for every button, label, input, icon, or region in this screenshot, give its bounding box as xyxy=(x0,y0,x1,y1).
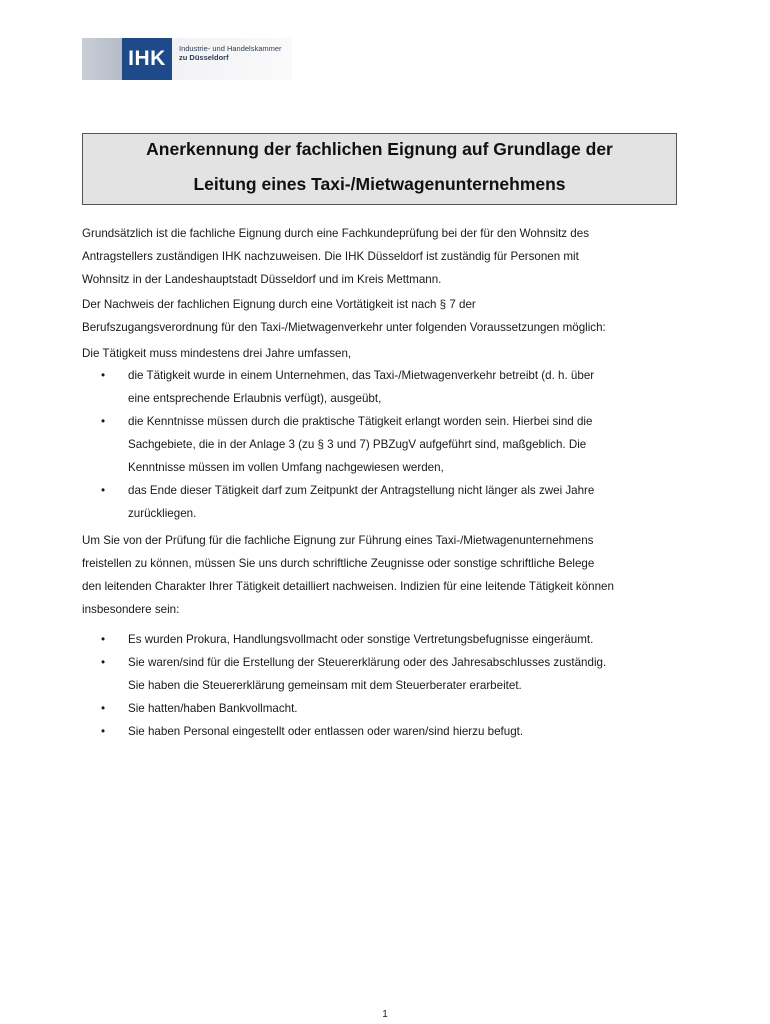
indicators-list xyxy=(82,628,682,743)
bullet-icon: • xyxy=(101,702,106,715)
text-line: die Tätigkeit wurde in einem Unternehmen, das Taxi-/Mietwagenverkehr betreibt (d. h. über xyxy=(128,369,595,382)
text-line: Antragstellers zuständigen IHK nachzuweisen. Die IHK Düsseldorf ist zuständig für Personen mit xyxy=(82,250,579,263)
text-line: eine entsprechende Erlaubnis verfügt), ausgeübt, xyxy=(128,392,382,405)
text-line: zurückliegen. xyxy=(128,507,197,520)
text-line: Berufszugangsverordnung für den Taxi-/Mietwagenverkehr unter folgenden Voraussetzungen möglich: xyxy=(82,321,606,334)
text-line: den leitenden Charakter Ihrer Tätigkeit detailliert nachweisen. Indizien für eine leitende Tätigkeit können xyxy=(82,580,614,593)
paragraph-evidence xyxy=(82,529,682,621)
list-item xyxy=(82,697,682,720)
title-line-2: Leitung eines Taxi-/Mietwagenunternehmens xyxy=(193,174,566,194)
conditions-list xyxy=(82,364,682,525)
paragraph-duration xyxy=(82,342,682,365)
list-item xyxy=(82,479,682,525)
text-line: Wohnsitz in der Landeshauptstadt Düsseldorf und im Kreis Mettmann. xyxy=(82,273,442,286)
bullet-icon: • xyxy=(101,633,106,646)
list-item xyxy=(82,720,682,743)
text-line: Sie haben die Steuererklärung gemeinsam mit dem Steuerberater erarbeitet. xyxy=(128,679,522,692)
bullet-icon: • xyxy=(101,484,106,497)
text-line: Es wurden Prokura, Handlungsvollmacht oder sonstige Vertretungsbefugnisse eingeräumt. xyxy=(128,633,594,646)
text-line: das Ende dieser Tätigkeit darf zum Zeitpunkt der Antragstellung nicht länger als zwei Jahre xyxy=(128,484,595,497)
text-line: Sachgebiete, die in der Anlage 3 (zu § 3 und 7) PBZugV aufgeführt sind, maßgeblich. Die xyxy=(128,438,587,451)
logo-line-1: Industrie- und Handelskammer xyxy=(179,44,282,53)
ihk-logo xyxy=(82,38,292,80)
paragraph-responsibility xyxy=(82,222,682,291)
text-line: Sie waren/sind für die Erstellung der Steuererklärung oder des Jahresabschlusses zuständig. xyxy=(128,656,607,669)
text-line: Um Sie von der Prüfung für die fachliche Eignung zur Führung eines Taxi-/Mietwagenunternehmens xyxy=(82,534,594,547)
ihk-badge: IHK xyxy=(122,38,172,80)
bullet-icon: • xyxy=(101,725,106,738)
document-title xyxy=(82,133,677,205)
page-number: 1 xyxy=(382,1009,388,1020)
text-line: freistellen zu können, müssen Sie uns durch schriftliche Zeugnisse oder sonstige schriftliche Belege xyxy=(82,557,595,570)
logo-line-2: zu Düsseldorf xyxy=(179,53,229,62)
bullet-icon: • xyxy=(101,656,106,669)
bullet-icon: • xyxy=(101,369,106,382)
title-line-1: Anerkennung der fachlichen Eignung auf Grundlage der xyxy=(146,139,613,159)
text-line: Kenntnisse müssen im vollen Umfang nachgewiesen werden, xyxy=(128,461,444,474)
text-line: die Kenntnisse müssen durch die praktische Tätigkeit erlangt worden sein. Hierbei sind die xyxy=(128,415,593,428)
list-item xyxy=(82,410,682,479)
text-line: insbesondere sein: xyxy=(82,603,180,616)
paragraph-prerequisites xyxy=(82,293,682,339)
list-item xyxy=(82,628,682,651)
text-line: Sie hatten/haben Bankvollmacht. xyxy=(128,702,298,715)
logo-text xyxy=(172,38,292,80)
list-item xyxy=(82,364,682,410)
list-item xyxy=(82,651,682,697)
text-line: Grundsätzlich ist die fachliche Eignung durch eine Fachkundeprüfung bei der für den Wohnsitz des xyxy=(82,227,589,240)
logo-decor xyxy=(82,38,122,80)
text-line: Die Tätigkeit muss mindestens drei Jahre umfassen, xyxy=(82,347,352,360)
text-line: Der Nachweis der fachlichen Eignung durch eine Vortätigkeit ist nach § 7 der xyxy=(82,298,476,311)
text-line: Sie haben Personal eingestellt oder entlassen oder waren/sind hierzu befugt. xyxy=(128,725,524,738)
bullet-icon: • xyxy=(101,415,106,428)
